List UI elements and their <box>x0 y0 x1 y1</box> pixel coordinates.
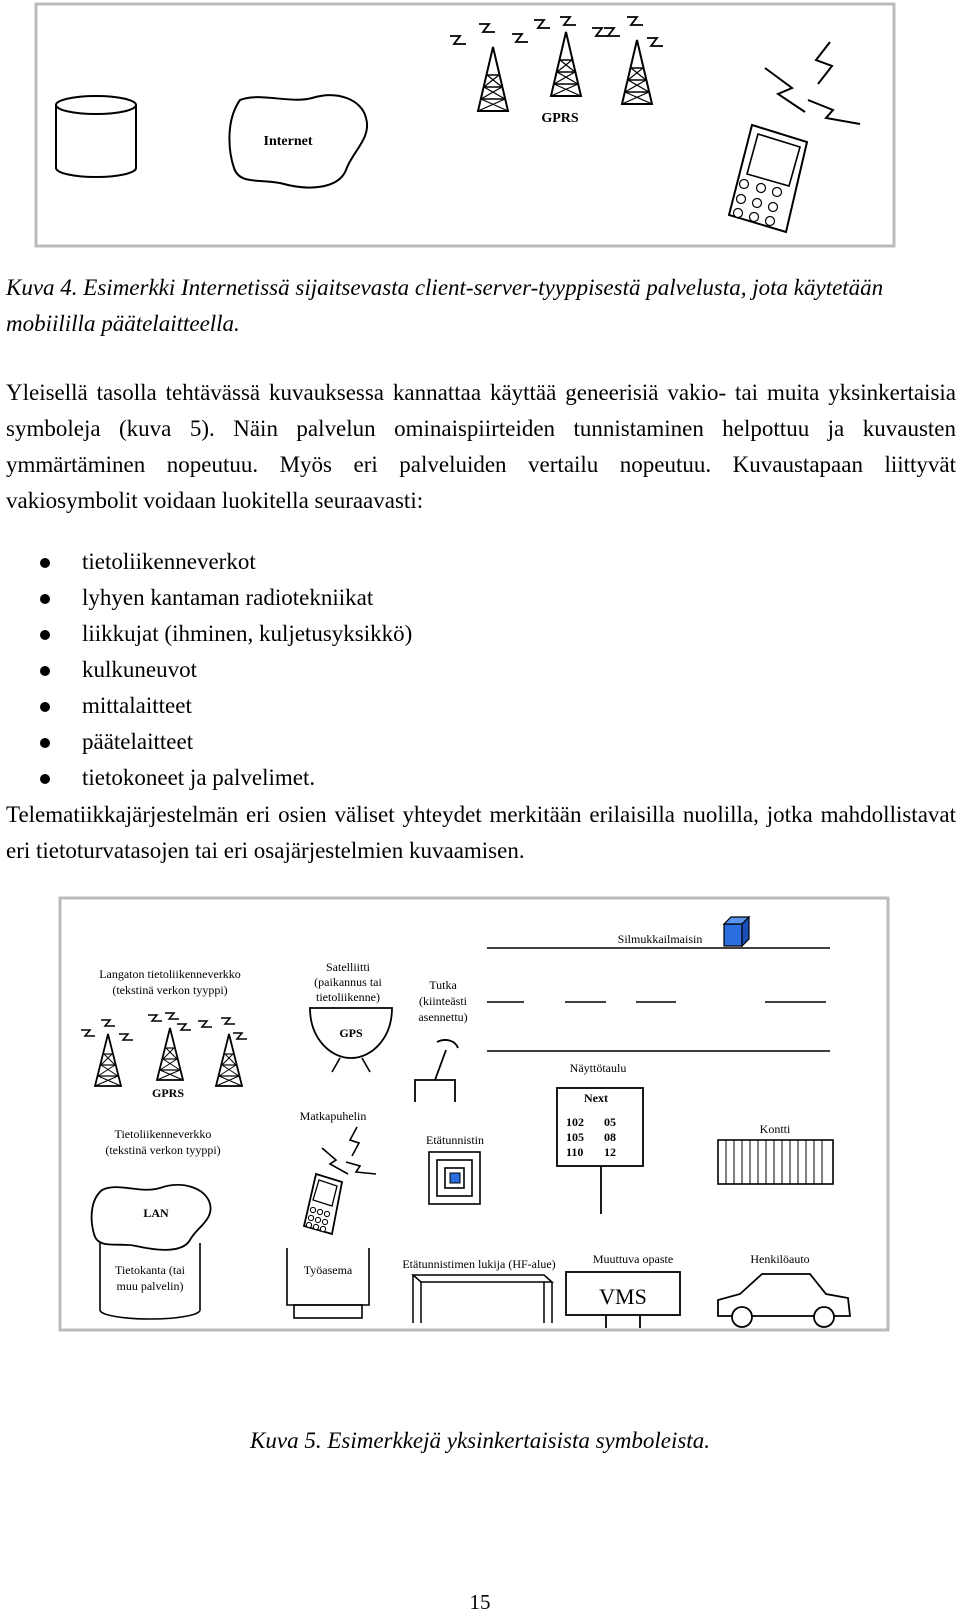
symbol-category-list <box>40 544 412 796</box>
gprs-label: GPRS <box>151 1086 185 1100</box>
list-item: kulkuneuvot <box>40 652 412 688</box>
internet-label: Internet <box>263 134 313 149</box>
board-row3-col2: 12 <box>604 1145 616 1159</box>
tietokanta-label-line1: Tietokanta (tai <box>115 1263 185 1277</box>
page-number: 15 <box>469 1590 491 1614</box>
henkiloauto-label: Henkilöauto <box>750 1252 810 1266</box>
remote-tag-icon <box>429 1152 480 1204</box>
board-row3-col1: 110 <box>566 1145 584 1159</box>
next-label: Next <box>584 1091 608 1105</box>
tutka-label-line2: (kiinteästi <box>419 994 467 1008</box>
body-paragraph-1: Yleisellä tasolla tehtävässä kuvauksessa kannattaa käyttää geneerisiä vakio- tai muita yksinkertaisia symboleja (kuva 5). Näin palvelun ominaispiirteiden tunnistaminen helpottuu ja kuvausten ymmärtäminen nopeutuu. Myös eri palveluiden vertailu nopeutuu. Kuvaustapaan liittyvät vakiosymbolit voidaan luokitella seuraavasti: <box>6 380 956 513</box>
vms-label: VMS <box>599 1284 647 1309</box>
board-row1-col1: 102 <box>566 1115 584 1129</box>
langaton-label-line1: Langaton tietoliikenneverkko <box>99 967 241 981</box>
tietokanta-label-line2: muu palvelin) <box>116 1279 184 1293</box>
tietoliikenne-label-line1: Tietoliikenneverkko <box>114 1127 212 1141</box>
body-paragraph-2: Telematiikkajärjestelmän eri osien väliset yhteydet merkitään erilaisilla nuolilla, jotka mahdollistavat eri tietoturvatasojen tai eri osajärjestelmien kuvaamisen. <box>6 802 956 863</box>
lan-label: LAN <box>143 1206 169 1220</box>
figure-5-caption: Kuva 5. Esimerkkejä yksinkertaisista symboleista. <box>250 1428 710 1453</box>
board-row2-col1: 105 <box>566 1130 584 1144</box>
list-item: tietoliikenneverkot <box>40 544 412 580</box>
satelliitti-label-line3: tietoliikenne) <box>316 990 380 1004</box>
matkapuhelin-label: Matkapuhelin <box>299 1109 367 1123</box>
board-row2-col2: 08 <box>604 1130 616 1144</box>
langaton-label-line2: (tekstinä verkon tyyppi) <box>112 983 228 997</box>
loop-detector-icon <box>724 917 749 946</box>
board-row1-col2: 05 <box>604 1115 616 1129</box>
tutka-label-line3: asennettu) <box>418 1010 468 1024</box>
satelliitti-label-line1: Satelliitti <box>326 960 370 974</box>
list-item: liikkujat (ihminen, kuljetusyksikkö) <box>40 616 412 652</box>
etatunnistin-label: Etätunnistin <box>426 1133 484 1147</box>
list-item: päätelaitteet <box>40 724 412 760</box>
list-item: mittalaitteet <box>40 688 412 724</box>
naytto-label: Näyttötaulu <box>569 1061 627 1075</box>
muuttuva-label: Muuttuva opaste <box>592 1252 674 1266</box>
figure-4-caption: Kuva 4. Esimerkki Internetissä sijaitsevasta client-server-tyyppisestä palvelusta, jota käytetään mobiililla päätelaitteella. <box>6 275 884 336</box>
figure-4-diagram <box>0 0 960 260</box>
lukija-label: Etätunnistimen lukija (HF-alue) <box>402 1257 556 1271</box>
figure-5-diagram <box>0 890 960 1420</box>
kontti-label: Kontti <box>759 1122 791 1136</box>
list-item: lyhyen kantaman radiotekniikat <box>40 580 412 616</box>
tutka-label-line1: Tutka <box>429 978 457 992</box>
gps-label: GPS <box>339 1026 363 1040</box>
tietoliikenne-label-line2: (tekstinä verkon tyyppi) <box>105 1143 221 1157</box>
satelliitti-label-line2: (paikannus tai <box>314 975 382 989</box>
tyoasema-label: Työasema <box>303 1263 353 1277</box>
silmukka-label: Silmukkailmaisin <box>617 932 703 946</box>
gprs-label: GPRS <box>541 111 579 126</box>
list-item: tietokoneet ja palvelimet. <box>40 760 412 796</box>
